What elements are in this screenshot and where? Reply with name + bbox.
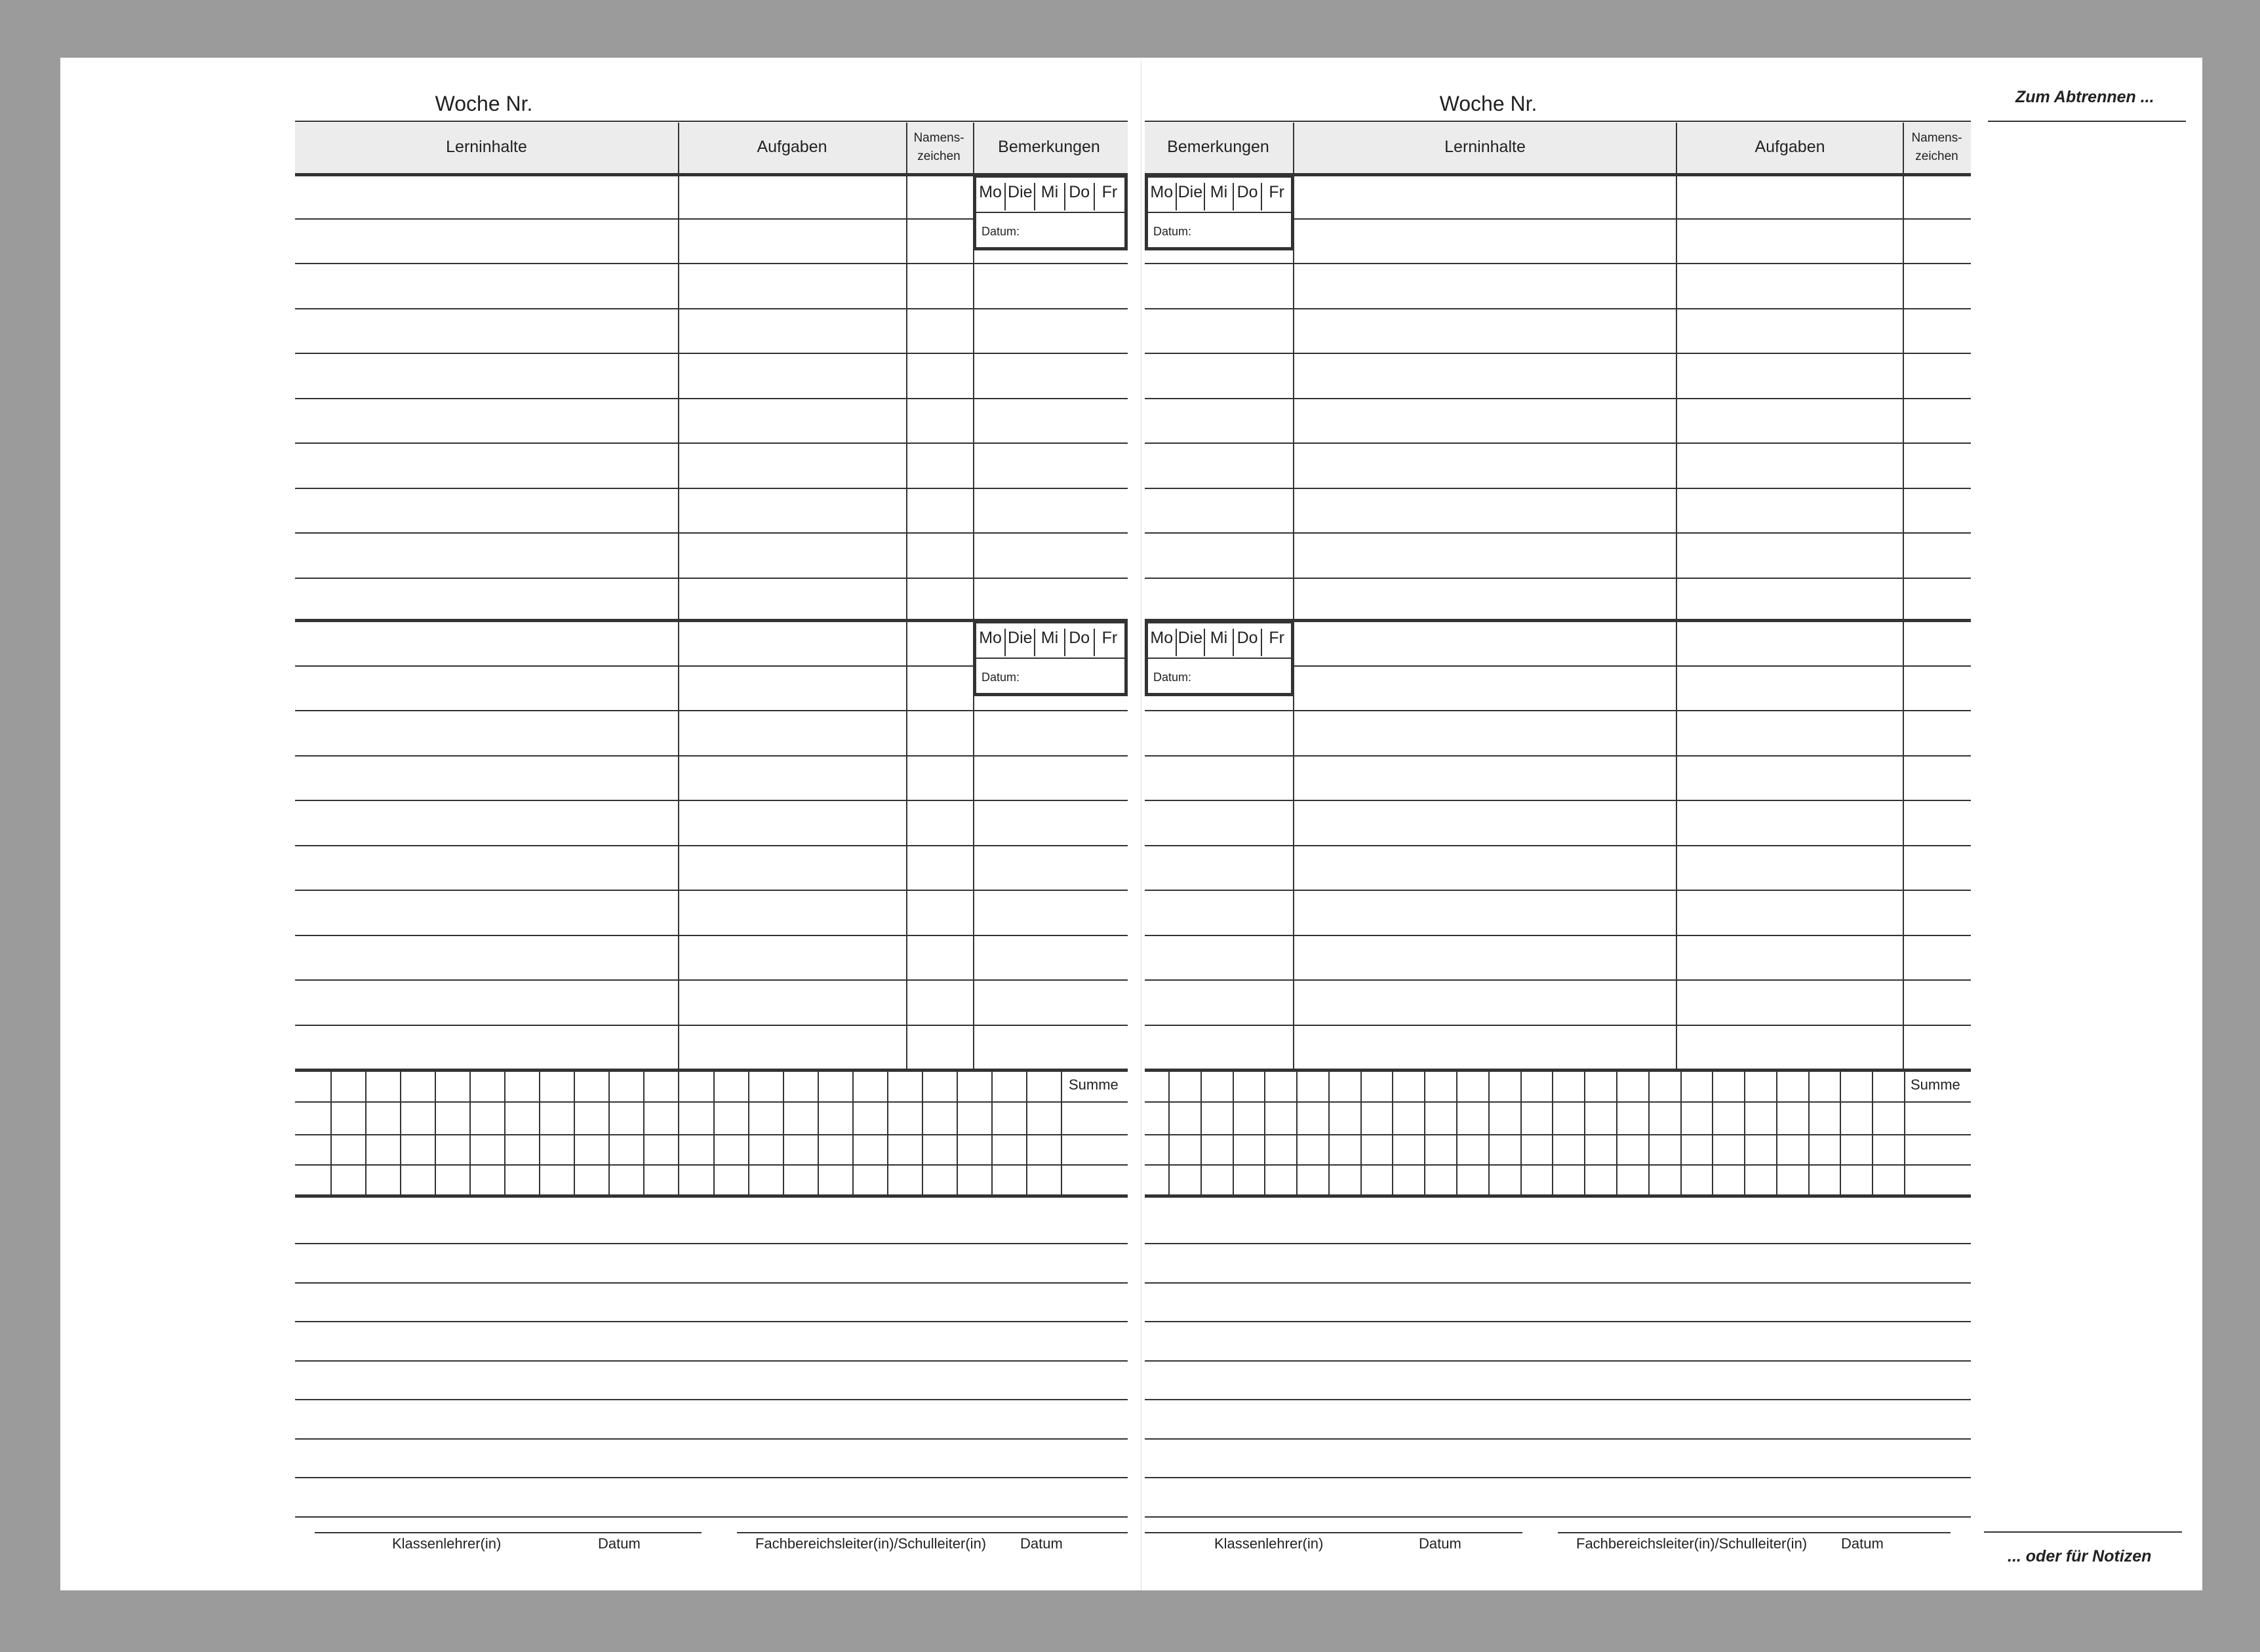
box-divider	[976, 658, 1124, 659]
note-line	[1145, 1477, 1971, 1478]
row-line	[1145, 890, 1971, 891]
score-grid-line	[1145, 1134, 1971, 1135]
signature-line	[315, 1532, 702, 1533]
signature-label-klassenlehrer: Klassenlehrer(in)	[1214, 1535, 1324, 1552]
score-grid-bottom	[295, 1194, 1128, 1198]
row-line	[1145, 935, 1971, 936]
score-grid-divider	[539, 1070, 540, 1194]
score-grid-divider	[991, 1070, 993, 1194]
row-line	[295, 353, 1128, 354]
note-line	[295, 1477, 1128, 1478]
score-grid-divider	[504, 1070, 506, 1194]
column-header-bemerkungen: Bemerkungen	[1167, 138, 1269, 156]
score-grid-divider	[608, 1070, 610, 1194]
score-grid-divider	[1200, 1070, 1202, 1194]
row-line	[1145, 308, 1971, 309]
score-grid-divider	[1296, 1070, 1298, 1194]
score-grid-line	[295, 1101, 1128, 1103]
signature-label-datum1: Datum	[598, 1535, 641, 1552]
score-grid-divider	[922, 1070, 923, 1194]
row-line	[295, 263, 1128, 264]
column-header-lerninhalte: Lerninhalte	[1444, 138, 1526, 156]
column-header-bemerkungen: Bemerkungen	[998, 138, 1100, 156]
notes-label: ... oder für Notizen	[2008, 1547, 2152, 1565]
score-grid-divider	[1584, 1070, 1585, 1194]
score-grid-divider	[1840, 1070, 1841, 1194]
weekday-die: Die	[1006, 183, 1035, 210]
row-line	[295, 488, 1128, 489]
row-line	[1145, 442, 1971, 444]
score-grid-divider	[400, 1070, 401, 1194]
weekday-date-box	[973, 620, 1128, 696]
weekday-die: Die	[1006, 629, 1035, 656]
score-grid-divider	[1552, 1070, 1553, 1194]
weekday-fr: Fr	[1269, 183, 1284, 201]
score-grid-divider	[1648, 1070, 1650, 1194]
date-label: Datum:	[981, 225, 1020, 238]
tear-off-note: Zum Abtrennen ...	[2015, 88, 2154, 106]
note-line	[1145, 1243, 1971, 1244]
note-line	[1145, 1438, 1971, 1440]
signature-label-datum2: Datum	[1020, 1535, 1063, 1552]
score-grid-divider	[818, 1070, 819, 1194]
header-top-line	[1145, 121, 1971, 122]
column-divider	[678, 123, 679, 1071]
score-grid-divider	[330, 1070, 332, 1194]
row-line	[1145, 398, 1971, 399]
date-label: Datum:	[981, 671, 1020, 684]
row-line	[1145, 755, 1971, 757]
note-line	[295, 1399, 1128, 1400]
signature-line	[1558, 1532, 1951, 1533]
note-line	[1145, 1360, 1971, 1362]
score-grid-divider	[1616, 1070, 1617, 1194]
note-line	[1145, 1516, 1971, 1518]
score-grid-divider	[1904, 1070, 1905, 1194]
score-grid-divider	[1808, 1070, 1810, 1194]
score-grid-divider	[365, 1070, 367, 1194]
score-grid-line	[295, 1164, 1128, 1166]
week-number-label: Woche Nr.	[1439, 92, 1537, 115]
score-grid-divider	[713, 1070, 715, 1194]
score-grid-divider	[1776, 1070, 1777, 1194]
score-grid-divider	[1520, 1070, 1522, 1194]
weekday-do: Do	[1234, 183, 1263, 210]
weekday-mo: Mo	[1148, 629, 1177, 656]
score-grid-divider	[1456, 1070, 1457, 1194]
row-line	[295, 308, 1128, 309]
score-grid-divider	[748, 1070, 749, 1194]
row-line	[1145, 532, 1971, 534]
score-grid-divider	[1360, 1070, 1362, 1194]
score-grid-divider	[1680, 1070, 1682, 1194]
score-grid-divider	[1392, 1070, 1393, 1194]
date-label: Datum:	[1153, 671, 1192, 684]
weekday-die: Die	[1177, 183, 1206, 210]
weekday-mi: Mi	[1035, 629, 1065, 656]
score-grid-divider	[678, 1070, 679, 1194]
weekday-fr: Fr	[1269, 629, 1284, 647]
note-line	[295, 1243, 1128, 1244]
score-grid-divider	[1712, 1070, 1713, 1194]
weekday-date-box	[1145, 620, 1294, 696]
row-line	[295, 979, 1128, 981]
row-line	[295, 532, 1128, 534]
signature-line	[1145, 1532, 1522, 1533]
column-header-aufgaben: Aufgaben	[757, 138, 827, 156]
row-line	[295, 1025, 1128, 1026]
note-line	[295, 1360, 1128, 1362]
row-line	[1145, 488, 1971, 489]
weekday-fr: Fr	[1101, 183, 1118, 201]
row-line	[295, 710, 1128, 711]
box-divider	[1148, 212, 1291, 213]
weekday-mi: Mi	[1205, 629, 1234, 656]
date-label: Datum:	[1153, 225, 1192, 238]
weekday-date-box	[973, 174, 1128, 250]
column-divider	[1293, 123, 1294, 1071]
score-grid-divider	[643, 1070, 644, 1194]
row-line	[1145, 263, 1971, 264]
row-line	[295, 442, 1128, 444]
column-header-namenszeichen: Namens-	[913, 131, 964, 145]
score-grid-divider	[1328, 1070, 1330, 1194]
score-grid-divider	[783, 1070, 784, 1194]
weekday-mi: Mi	[1035, 183, 1065, 210]
score-grid-divider	[469, 1070, 471, 1194]
weekday-do: Do	[1065, 183, 1095, 210]
note-line	[295, 1321, 1128, 1322]
signature-label-klassenlehrer: Klassenlehrer(in)	[392, 1535, 502, 1552]
column-header-aufgaben: Aufgaben	[1754, 138, 1825, 156]
score-grid-divider	[1744, 1070, 1745, 1194]
header-top-line	[295, 121, 1128, 122]
note-line	[295, 1438, 1128, 1440]
score-grid-divider	[957, 1070, 958, 1194]
column-header-namenszeichen: Namens-	[1911, 131, 1962, 145]
margin-rule	[1988, 121, 2186, 122]
score-grid-divider	[1026, 1070, 1027, 1194]
note-line	[1145, 1282, 1971, 1284]
row-line	[1145, 800, 1971, 801]
row-line	[295, 800, 1128, 801]
weekday-date-box	[1145, 174, 1294, 250]
score-grid-bottom	[1145, 1194, 1971, 1198]
score-grid-divider	[1168, 1070, 1170, 1194]
row-line	[1145, 845, 1971, 846]
score-grid-divider	[1488, 1070, 1490, 1194]
score-grid-divider	[574, 1070, 575, 1194]
score-grid-divider	[435, 1070, 436, 1194]
weekday-mo: Mo	[976, 183, 1006, 210]
weekday-do: Do	[1065, 629, 1095, 656]
note-line	[1145, 1321, 1971, 1322]
score-grid-divider	[1061, 1070, 1062, 1194]
week-number-label: Woche Nr.	[435, 92, 533, 115]
row-line	[1145, 353, 1971, 354]
score-grid-line	[295, 1134, 1128, 1135]
score-grid-divider	[1424, 1070, 1425, 1194]
score-grid-divider	[852, 1070, 854, 1194]
signature-label-fachbereich: Fachbereichsleiter(in)/Schulleiter(in)	[1576, 1535, 1808, 1552]
score-grid-divider	[1233, 1070, 1234, 1194]
signature-label-datum1: Datum	[1419, 1535, 1461, 1552]
margin-rule	[1984, 1531, 2182, 1533]
weekday-do: Do	[1234, 629, 1263, 656]
score-grid-line	[1145, 1164, 1971, 1166]
row-line	[295, 935, 1128, 936]
note-line	[295, 1516, 1128, 1518]
column-divider	[1903, 123, 1904, 1071]
signature-label-fachbereich: Fachbereichsleiter(in)/Schulleiter(in)	[755, 1535, 987, 1552]
weekday-mo: Mo	[976, 629, 1006, 656]
row-line	[1145, 1025, 1971, 1026]
column-divider	[1676, 123, 1677, 1071]
row-line	[1145, 710, 1971, 711]
column-header-namenszeichen: zeichen	[1915, 149, 1958, 163]
column-divider	[906, 123, 907, 1071]
weekday-fr: Fr	[1101, 629, 1118, 647]
note-line	[1145, 1399, 1971, 1400]
score-grid-divider	[1264, 1070, 1265, 1194]
score-grid-top	[1145, 1069, 1971, 1072]
row-line	[295, 890, 1128, 891]
row-line	[1145, 578, 1971, 579]
signature-label-datum2: Datum	[1841, 1535, 1884, 1552]
weekday-die: Die	[1177, 629, 1206, 656]
column-header-namenszeichen: zeichen	[917, 149, 961, 163]
weekday-mi: Mi	[1205, 183, 1234, 210]
weekday-mo: Mo	[1148, 183, 1177, 210]
box-divider	[1148, 658, 1291, 659]
score-grid-line	[1145, 1101, 1971, 1103]
row-line	[295, 578, 1128, 579]
row-line	[295, 398, 1128, 399]
signature-line	[737, 1532, 1128, 1533]
note-line	[295, 1282, 1128, 1284]
score-grid-top	[295, 1069, 1128, 1072]
row-line	[295, 845, 1128, 846]
score-grid-divider	[887, 1070, 888, 1194]
column-divider	[973, 123, 974, 1071]
summe-label: Summe	[1911, 1076, 1960, 1093]
box-divider	[976, 212, 1124, 213]
column-header-lerninhalte: Lerninhalte	[446, 138, 527, 156]
summe-label: Summe	[1069, 1076, 1119, 1093]
row-line	[295, 755, 1128, 757]
score-grid-divider	[1872, 1070, 1873, 1194]
row-line	[1145, 979, 1971, 981]
